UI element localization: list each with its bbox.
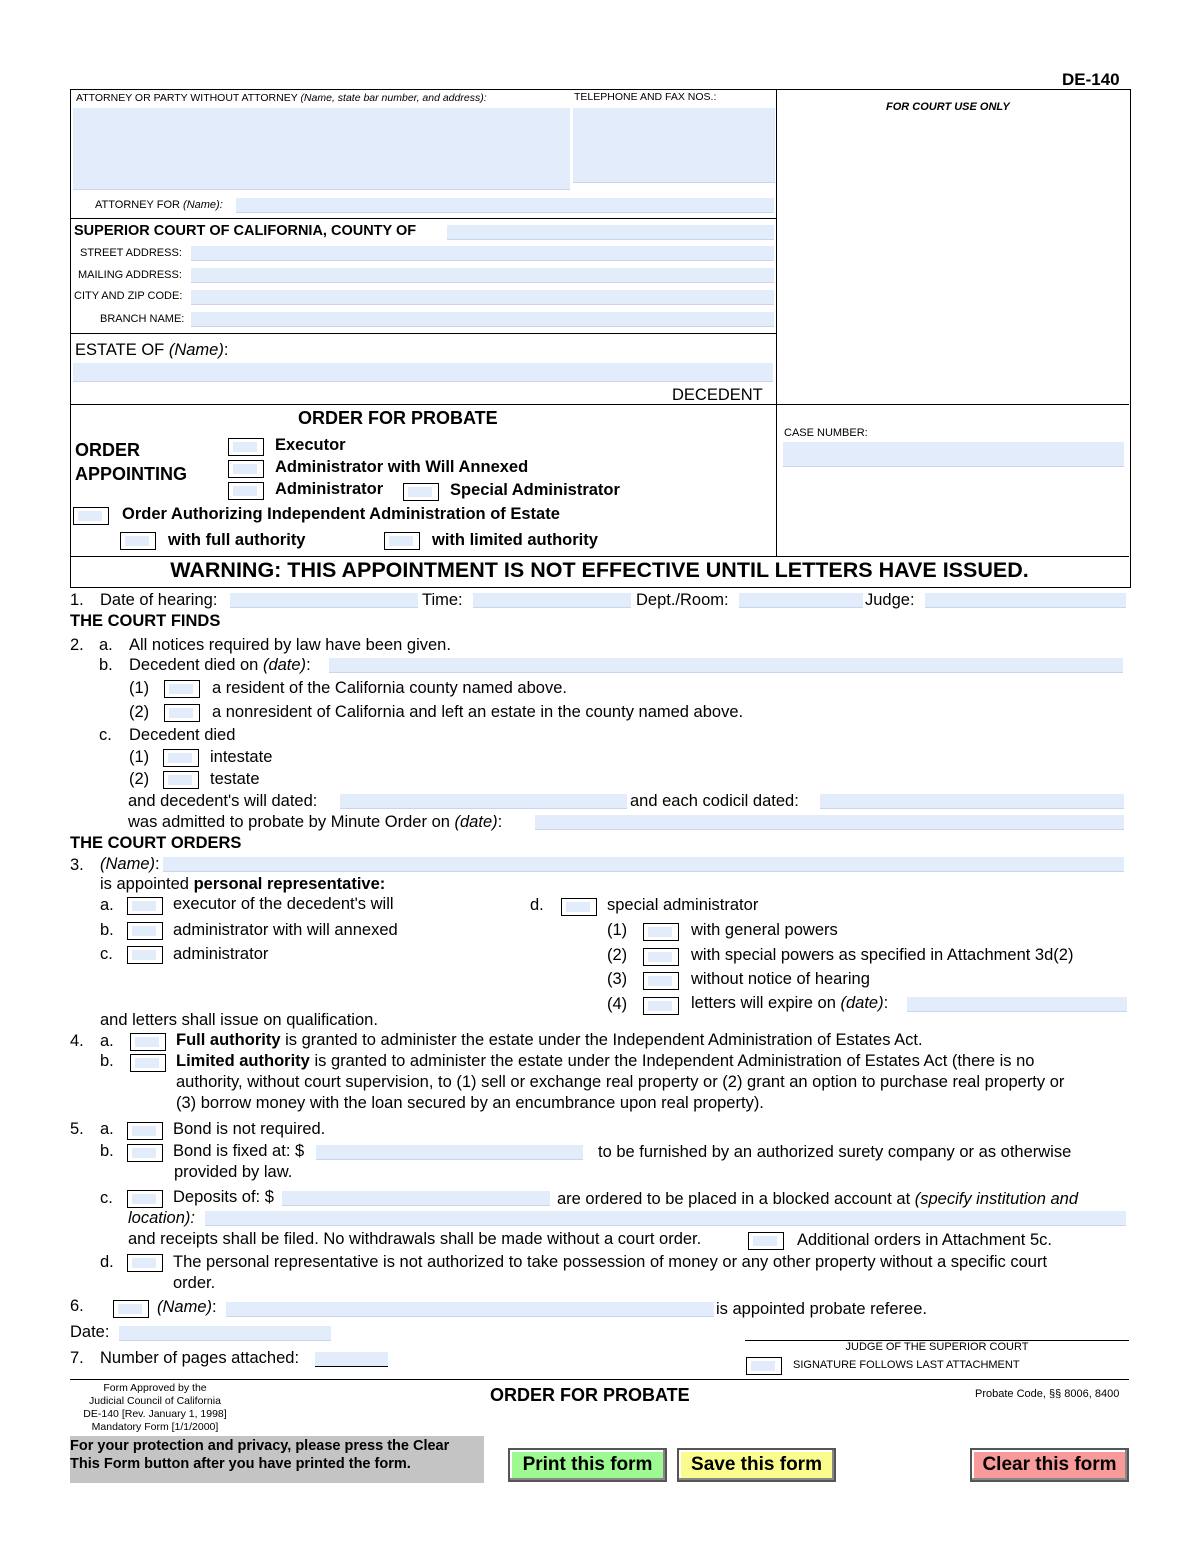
item3d1-num: (1) xyxy=(607,921,628,939)
special-powers-label: with special powers as specified in Attachment 3d(2) xyxy=(691,946,1074,964)
form-approval: Form Approved by the Judicial Council of California DE-140 [Rev. January 1, 1998] Mandatory Form [1/1/2000] xyxy=(83,1382,227,1433)
no-possession-checkbox[interactable] xyxy=(127,1254,163,1272)
branch-label: BRANCH NAME: xyxy=(100,313,185,325)
item2c2-num: (2) xyxy=(129,770,150,788)
executor-will-label: executor of the decedent's will xyxy=(173,895,394,913)
institution-field[interactable] xyxy=(205,1211,1126,1226)
bond-not-required-label: Bond is not required. xyxy=(173,1120,326,1138)
special-administrator-checkbox[interactable] xyxy=(561,898,597,916)
special-admin-checkbox[interactable] xyxy=(403,483,439,501)
independent-label: Order Authorizing Independent Administration of Estate xyxy=(122,505,560,523)
item2b-letter: b. xyxy=(99,656,113,674)
limited-authority-text-3: (3) borrow money with the loan secured by an encumbrance upon real property). xyxy=(176,1094,764,1112)
signature-follows-checkbox[interactable] xyxy=(746,1357,782,1375)
testate-checkbox[interactable] xyxy=(163,771,199,789)
item3d-letter: d. xyxy=(530,896,544,914)
case-number-field[interactable] xyxy=(783,442,1124,467)
order-date-field[interactable] xyxy=(119,1326,331,1341)
independent-checkbox[interactable] xyxy=(73,507,109,525)
judge-label: Judge: xyxy=(865,591,915,609)
deposits-checkbox[interactable] xyxy=(127,1190,163,1208)
full-authority-order-checkbox[interactable] xyxy=(130,1033,166,1051)
referee-name-label: (Name): xyxy=(157,1298,217,1316)
item5a-letter: a. xyxy=(100,1120,114,1138)
county-field[interactable] xyxy=(447,225,774,240)
item3d3-num: (3) xyxy=(607,970,628,988)
death-date-field[interactable] xyxy=(329,658,1123,673)
representative-name-field[interactable] xyxy=(163,857,1124,872)
full-authority-checkbox[interactable] xyxy=(120,532,156,550)
limited-authority-order-checkbox[interactable] xyxy=(130,1054,166,1072)
nonresident-label: a nonresident of California and left an estate in the county named above. xyxy=(212,703,744,721)
bond-amount-field[interactable] xyxy=(316,1145,583,1160)
deposits-amount-field[interactable] xyxy=(282,1191,550,1206)
testate-label: testate xyxy=(210,770,260,788)
street-field[interactable] xyxy=(191,246,774,261)
location-label: location): xyxy=(128,1209,195,1227)
court-finds-heading: THE COURT FINDS xyxy=(70,612,221,630)
order-appointing-1: ORDER xyxy=(75,440,141,460)
no-notice-label: without notice of hearing xyxy=(691,970,870,988)
nonresident-checkbox[interactable] xyxy=(164,704,200,722)
probate-code: Probate Code, §§ 8006, 8400 xyxy=(975,1388,1120,1400)
admin-label: administrator xyxy=(173,945,269,963)
admin-will-checkbox[interactable] xyxy=(228,460,264,478)
item4-num: 4. xyxy=(70,1032,84,1050)
special-admin-label: Special Administrator xyxy=(450,481,620,499)
item2b1-num: (1) xyxy=(129,679,150,697)
administrator-label: Administrator xyxy=(275,480,384,498)
no-notice-checkbox[interactable] xyxy=(643,972,679,990)
footer-title: ORDER FOR PROBATE xyxy=(490,1385,690,1405)
bond-surety-text: to be furnished by an authorized surety company or as otherwise xyxy=(598,1143,1072,1161)
resident-label: a resident of the California county named above. xyxy=(212,679,567,697)
letters-expire-checkbox[interactable] xyxy=(643,997,679,1015)
general-powers-checkbox[interactable] xyxy=(643,923,679,941)
full-authority-label: with full authority xyxy=(168,531,306,549)
signature-follows-label: SIGNATURE FOLLOWS LAST ATTACHMENT xyxy=(793,1359,1020,1371)
order-appointing-2: APPOINTING xyxy=(75,464,188,484)
item3-name-label: (Name): xyxy=(100,855,160,873)
city-label: CITY AND ZIP CODE: xyxy=(74,290,183,302)
item2-num: 2. xyxy=(70,636,84,654)
item2c-text: Decedent died xyxy=(129,726,236,744)
item4a-letter: a. xyxy=(100,1032,114,1050)
attachment-5c-label: Additional orders in Attachment 5c. xyxy=(797,1231,1052,1249)
limited-authority-text-2: authority, without court supervision, to (1) sell or exchange real property or (2) grant an option to purchase real property or xyxy=(176,1073,1065,1091)
letters-expire-label: letters will expire on (date): xyxy=(691,994,889,1012)
executor-will-checkbox[interactable] xyxy=(127,897,163,915)
item5d-letter: d. xyxy=(100,1253,114,1271)
court-orders-heading: THE COURT ORDERS xyxy=(70,834,242,852)
privacy-notice: For your protection and privacy, please press the Clear This Form button after you have printed the form. xyxy=(70,1436,484,1483)
admin-annexed-checkbox[interactable] xyxy=(127,922,163,940)
dept-label: Dept./Room: xyxy=(636,591,729,609)
item2a-text: All notices required by law have been given. xyxy=(129,636,451,654)
item2b2-num: (2) xyxy=(129,703,150,721)
limited-authority-label: with limited authority xyxy=(432,531,598,549)
admitted-label: was admitted to probate by Minute Order on (date): xyxy=(128,813,503,831)
bond-not-required-checkbox[interactable] xyxy=(127,1122,163,1140)
item3c-letter: c. xyxy=(100,945,113,963)
administrator-checkbox[interactable] xyxy=(228,482,264,500)
item2c-letter: c. xyxy=(99,726,112,744)
item3b-letter: b. xyxy=(100,921,114,939)
will-dated-label: and decedent's will dated: xyxy=(128,792,318,810)
item5b-letter: b. xyxy=(100,1142,114,1160)
order-title: ORDER FOR PROBATE xyxy=(298,408,498,428)
mailing-label: MAILING ADDRESS: xyxy=(78,269,182,281)
case-number-label: CASE NUMBER: xyxy=(784,427,868,439)
telephone-label: TELEPHONE AND FAX NOS.: xyxy=(574,91,717,103)
city-field[interactable] xyxy=(191,290,774,305)
referee-name-field[interactable] xyxy=(226,1302,714,1317)
blocked-account-text: are ordered to be placed in a blocked account at (specify institution and xyxy=(557,1190,1079,1208)
form-id: DE-140 xyxy=(1062,70,1120,89)
general-powers-label: with general powers xyxy=(691,921,838,939)
item2b-text: Decedent died on (date): xyxy=(129,656,311,674)
item3a-letter: a. xyxy=(100,896,114,914)
telephone-field[interactable] xyxy=(573,108,775,183)
item5-num: 5. xyxy=(70,1120,84,1138)
attorney-for-field[interactable] xyxy=(236,198,774,213)
deposits-label: Deposits of: $ xyxy=(173,1188,274,1206)
item2a-letter: a. xyxy=(99,636,113,654)
judge-signature-label: JUDGE OF THE SUPERIOR COURT xyxy=(845,1341,1029,1353)
item4b-letter: b. xyxy=(100,1052,114,1070)
bond-fixed-label: Bond is fixed at: $ xyxy=(173,1142,305,1160)
admitted-date-field[interactable] xyxy=(535,815,1124,830)
resident-checkbox[interactable] xyxy=(164,680,200,698)
admin-will-label: Administrator with Will Annexed xyxy=(275,458,529,476)
time-label: Time: xyxy=(422,591,463,609)
warning-banner: WARNING: THIS APPOINTMENT IS NOT EFFECTIVE UNTIL LETTERS HAVE ISSUED. xyxy=(170,558,1029,582)
will-dated-field[interactable] xyxy=(340,794,627,809)
item3-num: 3. xyxy=(70,856,84,874)
hearing-date-label: Date of hearing: xyxy=(100,591,218,609)
no-possession-text: The personal representative is not authorized to take possession of money or any other property without a specific court xyxy=(173,1253,1048,1271)
court-label: SUPERIOR COURT OF CALIFORNIA, COUNTY OF xyxy=(74,223,417,239)
bond-fixed-checkbox[interactable] xyxy=(127,1144,163,1162)
dept-field[interactable] xyxy=(739,593,863,608)
appointed-label: is appointed personal representative: xyxy=(100,875,386,893)
court-use-label: FOR COURT USE ONLY xyxy=(886,101,1010,113)
estate-field[interactable] xyxy=(73,363,773,382)
hearing-date-field[interactable] xyxy=(230,593,418,608)
clear-button[interactable]: Clear this form xyxy=(970,1448,1129,1482)
special-powers-checkbox[interactable] xyxy=(643,948,679,966)
intestate-checkbox[interactable] xyxy=(163,749,199,767)
receipts-text: and receipts shall be filed. No withdrawals shall be made without a court order. xyxy=(128,1230,702,1248)
item5c-letter: c. xyxy=(100,1189,113,1207)
item7-num: 7. xyxy=(70,1349,84,1367)
time-field[interactable] xyxy=(473,593,631,608)
item1-num: 1. xyxy=(70,591,84,609)
decedent-label: DECEDENT xyxy=(672,386,763,404)
item3d4-num: (4) xyxy=(607,995,628,1013)
branch-field[interactable] xyxy=(191,312,774,327)
item3d2-num: (2) xyxy=(607,946,628,964)
attorney-for-label: ATTORNEY FOR (Name): xyxy=(95,199,223,211)
bond-law-text: provided by law. xyxy=(174,1163,293,1181)
save-button[interactable]: Save this form xyxy=(677,1448,836,1482)
admin-checkbox[interactable] xyxy=(127,946,163,964)
print-button[interactable]: Print this form xyxy=(508,1448,667,1482)
item2c1-num: (1) xyxy=(129,748,150,766)
no-possession-text-2: order. xyxy=(173,1274,216,1292)
pages-attached-field[interactable] xyxy=(315,1352,388,1367)
full-authority-text: Full authority is granted to administer the estate under the Independent Administration of Estates Act. xyxy=(176,1031,923,1049)
special-administrator-label: special administrator xyxy=(607,896,759,914)
date-label: Date: xyxy=(70,1323,110,1341)
limited-authority-text: Limited authority is granted to administer the estate under the Independent Administration of Estates Act (there is no xyxy=(176,1052,1035,1070)
item6-num: 6. xyxy=(70,1297,84,1315)
pages-attached-label: Number of pages attached: xyxy=(100,1349,300,1367)
admin-annexed-label: administrator with will annexed xyxy=(173,921,398,939)
intestate-label: intestate xyxy=(210,748,273,766)
attachment-5c-checkbox[interactable] xyxy=(748,1232,784,1250)
codicil-dated-label: and each codicil dated: xyxy=(630,792,799,810)
mailing-field[interactable] xyxy=(191,268,774,283)
attorney-label: ATTORNEY OR PARTY WITHOUT ATTORNEY (Name, state bar number, and address): xyxy=(76,92,487,104)
estate-label: ESTATE OF (Name): xyxy=(75,341,229,359)
referee-checkbox[interactable] xyxy=(113,1300,149,1318)
street-label: STREET ADDRESS: xyxy=(80,247,182,259)
codicil-dated-field[interactable] xyxy=(820,794,1124,809)
limited-authority-checkbox[interactable] xyxy=(384,532,420,550)
letters-issue-label: and letters shall issue on qualification. xyxy=(100,1011,378,1029)
attorney-name-field[interactable] xyxy=(73,108,570,190)
executor-checkbox[interactable] xyxy=(228,438,264,456)
executor-label: Executor xyxy=(275,436,346,454)
referee-text: is appointed probate referee. xyxy=(716,1300,927,1318)
expire-date-field[interactable] xyxy=(907,997,1127,1012)
judge-field[interactable] xyxy=(925,593,1126,608)
